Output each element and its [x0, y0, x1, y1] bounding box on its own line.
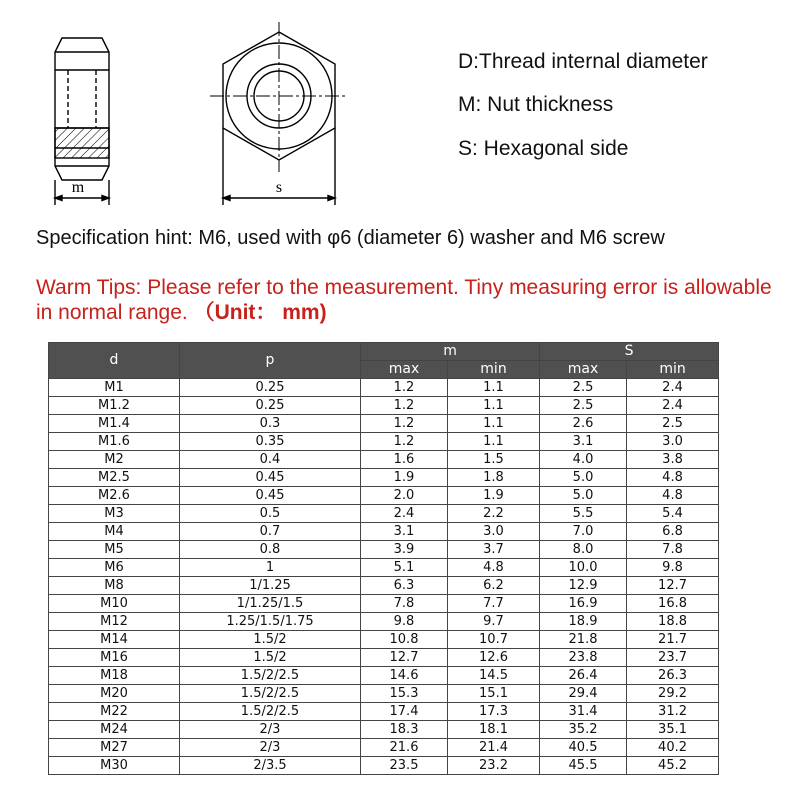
- cell-m-max: 5.1: [361, 559, 448, 577]
- cell-s-min: 2.4: [627, 379, 719, 397]
- cell-p: 0.5: [180, 505, 361, 523]
- cell-s-max: 4.0: [540, 451, 627, 469]
- cell-p: 2/3: [180, 721, 361, 739]
- cell-s-min: 6.8: [627, 523, 719, 541]
- cell-m-min: 17.3: [448, 703, 540, 721]
- cell-s-min: 2.5: [627, 415, 719, 433]
- cell-m-max: 1.2: [361, 397, 448, 415]
- cell-s-min: 18.8: [627, 613, 719, 631]
- cell-p: 0.4: [180, 451, 361, 469]
- cell-m-max: 6.3: [361, 577, 448, 595]
- cell-m-min: 23.2: [448, 757, 540, 775]
- cell-p: 2/3: [180, 739, 361, 757]
- cell-d: M1.4: [49, 415, 180, 433]
- cell-m-max: 3.9: [361, 541, 448, 559]
- cell-s-max: 10.0: [540, 559, 627, 577]
- cell-m-max: 1.2: [361, 415, 448, 433]
- header-s-min: min: [627, 361, 719, 379]
- table-row: [49, 415, 719, 433]
- cell-s-max: 26.4: [540, 667, 627, 685]
- legend-hexagonal-side: S: Hexagonal side: [458, 137, 629, 160]
- cell-m-min: 1.1: [448, 433, 540, 451]
- cell-s-max: 5.5: [540, 505, 627, 523]
- cell-d: M4: [49, 523, 180, 541]
- cell-m-min: 21.4: [448, 739, 540, 757]
- cell-d: M2.6: [49, 487, 180, 505]
- cell-p: 0.25: [180, 379, 361, 397]
- cell-m-min: 3.0: [448, 523, 540, 541]
- table-row: [49, 397, 719, 415]
- cell-p: 1.5/2: [180, 649, 361, 667]
- specification-hint: Specification hint: M6, used with φ6 (diameter 6) washer and M6 screw: [36, 227, 665, 249]
- header-m-min: min: [448, 361, 540, 379]
- cell-p: 1.5/2/2.5: [180, 703, 361, 721]
- cell-s-min: 31.2: [627, 703, 719, 721]
- cell-m-min: 9.7: [448, 613, 540, 631]
- cell-m-min: 1.8: [448, 469, 540, 487]
- warm-tips: [36, 275, 776, 325]
- table-row: [49, 541, 719, 559]
- table-row: [49, 667, 719, 685]
- cell-m-min: 4.8: [448, 559, 540, 577]
- legend-thread-diameter: D:Thread internal diameter: [458, 50, 708, 73]
- nut-technical-drawing: [0, 0, 800, 220]
- table-row: [49, 739, 719, 757]
- legend-nut-thickness: M: Nut thickness: [458, 93, 614, 116]
- cell-s-max: 31.4: [540, 703, 627, 721]
- cell-d: M24: [49, 721, 180, 739]
- table-row: [49, 595, 719, 613]
- cell-d: M12: [49, 613, 180, 631]
- cell-s-max: 16.9: [540, 595, 627, 613]
- cell-s-max: 5.0: [540, 487, 627, 505]
- cell-p: 0.45: [180, 469, 361, 487]
- s-dimension-label: s: [275, 179, 283, 196]
- cell-d: M5: [49, 541, 180, 559]
- cell-m-min: 12.6: [448, 649, 540, 667]
- cell-d: M14: [49, 631, 180, 649]
- cell-d: M3: [49, 505, 180, 523]
- cell-m-min: 2.2: [448, 505, 540, 523]
- cell-m-max: 14.6: [361, 667, 448, 685]
- cell-m-max: 21.6: [361, 739, 448, 757]
- header-m: m: [361, 343, 540, 361]
- table-row: [49, 757, 719, 775]
- warm-tips-text: Warm Tips: Please refer to the measurement. Tiny measuring error is allowable in normal range.: [36, 276, 772, 324]
- cell-d: M27: [49, 739, 180, 757]
- table-row: [49, 577, 719, 595]
- cell-d: M18: [49, 667, 180, 685]
- cell-m-max: 2.0: [361, 487, 448, 505]
- cell-m-max: 1.2: [361, 379, 448, 397]
- cell-d: M8: [49, 577, 180, 595]
- cell-p: 1/1.25: [180, 577, 361, 595]
- table-row: [49, 487, 719, 505]
- cell-p: 1.5/2: [180, 631, 361, 649]
- cell-p: 0.45: [180, 487, 361, 505]
- table-row: [49, 523, 719, 541]
- cell-m-max: 10.8: [361, 631, 448, 649]
- cell-m-max: 17.4: [361, 703, 448, 721]
- cell-m-max: 15.3: [361, 685, 448, 703]
- cell-s-min: 29.2: [627, 685, 719, 703]
- table-row: [49, 703, 719, 721]
- cell-p: 1/1.25/1.5: [180, 595, 361, 613]
- cell-s-max: 40.5: [540, 739, 627, 757]
- cell-s-min: 26.3: [627, 667, 719, 685]
- header-d: d: [49, 343, 180, 379]
- cell-s-max: 2.5: [540, 379, 627, 397]
- cell-d: M6: [49, 559, 180, 577]
- cell-m-min: 10.7: [448, 631, 540, 649]
- cell-d: M30: [49, 757, 180, 775]
- cell-p: 1.5/2/2.5: [180, 685, 361, 703]
- header-m-max: max: [361, 361, 448, 379]
- cell-m-min: 7.7: [448, 595, 540, 613]
- cell-p: 0.3: [180, 415, 361, 433]
- cell-s-min: 45.2: [627, 757, 719, 775]
- table-row: [49, 613, 719, 631]
- table-row: [49, 433, 719, 451]
- table-row: [49, 451, 719, 469]
- cell-d: M2: [49, 451, 180, 469]
- cell-s-min: 2.4: [627, 397, 719, 415]
- cell-m-max: 7.8: [361, 595, 448, 613]
- cell-m-max: 12.7: [361, 649, 448, 667]
- cell-m-max: 9.8: [361, 613, 448, 631]
- cell-s-max: 29.4: [540, 685, 627, 703]
- cell-s-min: 4.8: [627, 469, 719, 487]
- header-p: p: [180, 343, 361, 379]
- cell-d: M1: [49, 379, 180, 397]
- cell-m-min: 1.1: [448, 379, 540, 397]
- nut-front-view: [210, 22, 348, 205]
- cell-m-max: 23.5: [361, 757, 448, 775]
- cell-s-min: 16.8: [627, 595, 719, 613]
- nut-size-table: [48, 342, 719, 775]
- cell-s-min: 23.7: [627, 649, 719, 667]
- cell-p: 0.7: [180, 523, 361, 541]
- table-row: [49, 379, 719, 397]
- header-s: S: [540, 343, 719, 361]
- table-row: [49, 649, 719, 667]
- cell-m-min: 14.5: [448, 667, 540, 685]
- cell-m-min: 1.1: [448, 397, 540, 415]
- cell-s-min: 7.8: [627, 541, 719, 559]
- cell-s-min: 3.0: [627, 433, 719, 451]
- cell-d: M16: [49, 649, 180, 667]
- cell-s-max: 35.2: [540, 721, 627, 739]
- cell-s-max: 21.8: [540, 631, 627, 649]
- cell-s-min: 40.2: [627, 739, 719, 757]
- cell-d: M10: [49, 595, 180, 613]
- cell-s-max: 7.0: [540, 523, 627, 541]
- table-row: [49, 559, 719, 577]
- cell-d: M20: [49, 685, 180, 703]
- cell-p: 0.25: [180, 397, 361, 415]
- table-row: [49, 721, 719, 739]
- cell-s-max: 18.9: [540, 613, 627, 631]
- table-row: [49, 685, 719, 703]
- cell-d: M22: [49, 703, 180, 721]
- cell-m-max: 1.2: [361, 433, 448, 451]
- cell-m-max: 2.4: [361, 505, 448, 523]
- cell-d: M1.6: [49, 433, 180, 451]
- cell-s-min: 3.8: [627, 451, 719, 469]
- header-s-max: max: [540, 361, 627, 379]
- cell-m-min: 1.9: [448, 487, 540, 505]
- cell-m-min: 1.5: [448, 451, 540, 469]
- cell-m-max: 1.6: [361, 451, 448, 469]
- cell-m-max: 18.3: [361, 721, 448, 739]
- cell-d: M2.5: [49, 469, 180, 487]
- cell-p: 1.25/1.5/1.75: [180, 613, 361, 631]
- cell-s-min: 12.7: [627, 577, 719, 595]
- cell-m-max: 1.9: [361, 469, 448, 487]
- cell-s-max: 3.1: [540, 433, 627, 451]
- cell-m-min: 15.1: [448, 685, 540, 703]
- cell-s-min: 35.1: [627, 721, 719, 739]
- cell-s-max: 8.0: [540, 541, 627, 559]
- cell-m-min: 1.1: [448, 415, 540, 433]
- table-row: [49, 505, 719, 523]
- cell-m-min: 3.7: [448, 541, 540, 559]
- cell-m-max: 3.1: [361, 523, 448, 541]
- cell-s-min: 21.7: [627, 631, 719, 649]
- cell-m-min: 18.1: [448, 721, 540, 739]
- cell-s-max: 2.6: [540, 415, 627, 433]
- cell-s-min: 9.8: [627, 559, 719, 577]
- unit-note: （Unit： mm): [193, 301, 327, 324]
- cell-s-min: 4.8: [627, 487, 719, 505]
- cell-s-max: 23.8: [540, 649, 627, 667]
- cell-s-max: 2.5: [540, 397, 627, 415]
- cell-s-max: 5.0: [540, 469, 627, 487]
- cell-p: 1.5/2/2.5: [180, 667, 361, 685]
- cell-p: 1: [180, 559, 361, 577]
- cell-m-min: 6.2: [448, 577, 540, 595]
- cell-s-max: 45.5: [540, 757, 627, 775]
- table-row: [49, 631, 719, 649]
- cell-d: M1.2: [49, 397, 180, 415]
- cell-s-max: 12.9: [540, 577, 627, 595]
- cell-p: 0.35: [180, 433, 361, 451]
- cell-p: 0.8: [180, 541, 361, 559]
- m-dimension-label: m: [71, 179, 85, 196]
- cell-s-min: 5.4: [627, 505, 719, 523]
- cell-p: 2/3.5: [180, 757, 361, 775]
- table-row: [49, 469, 719, 487]
